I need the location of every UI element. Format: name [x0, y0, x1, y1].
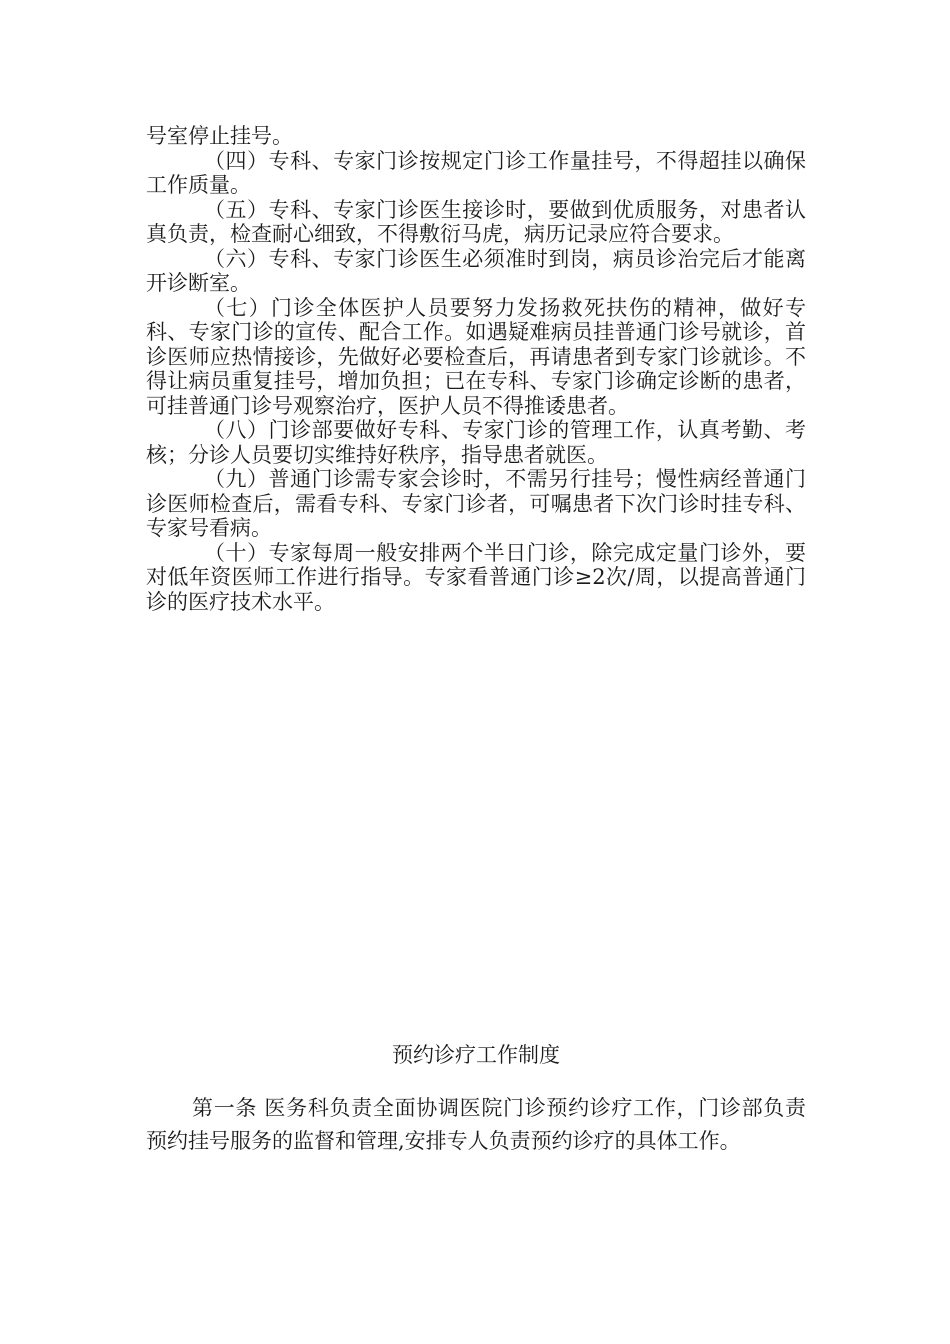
- paragraph-item-6: （六）专科、专家门诊医生必须准时到岗，病员诊治完后才能离开诊断室。: [146, 246, 806, 295]
- paragraph-item-4: （四）专科、专家门诊按规定门诊工作量挂号，不得超挂以确保工作质量。: [146, 148, 806, 197]
- paragraph-item-9: （九）普通门诊需专家会诊时，不需另行挂号；慢性病经普通门诊医师检查后，需看专科、专家门诊者，可嘱患者下次门诊时挂专科、专家号看病。: [146, 467, 806, 540]
- regulation-continuation: [146, 124, 806, 614]
- appointment-regulation: [146, 1092, 806, 1158]
- paragraph-continuation: 号室停止挂号。: [146, 124, 293, 148]
- paragraph-item-5: （五）专科、专家门诊医生接诊时，要做到优质服务，对患者认真负责，检查耐心细致，不得敷衍马虎，病历记录应符合要求。: [146, 197, 806, 246]
- paragraph-item-7: （七）门诊全体医护人员要努力发扬救死扶伤的精神，做好专科、专家门诊的宣传、配合工作。如遇疑难病员挂普通门诊号就诊，首诊医师应热情接诊，先做好必要检查后，再请患者到专家门诊就诊。不得让病员重复挂号，增加负担；已在专科、专家门诊确定诊断的患者，可挂普通门诊号观察治疗，医护人员不得推诿患者。: [146, 295, 806, 418]
- article-1: 第一条 医务科负责全面协调医院门诊预约诊疗工作，门诊部负责预约挂号服务的监督和管理,安排专人负责预约诊疗的具体工作。: [146, 1096, 806, 1153]
- section-title: 预约诊疗工作制度: [392, 1043, 560, 1067]
- paragraph-item-10: （十）专家每周一般安排两个半日门诊，除完成定量门诊外，要对低年资医师工作进行指导。专家看普通门诊≥2次/周，以提高普通门诊的医疗技术水平。: [146, 540, 806, 614]
- paragraph-item-8: （八）门诊部要做好专科、专家门诊的管理工作，认真考勤、考核；分诊人员要切实维持好秩序，指导患者就医。: [146, 418, 806, 467]
